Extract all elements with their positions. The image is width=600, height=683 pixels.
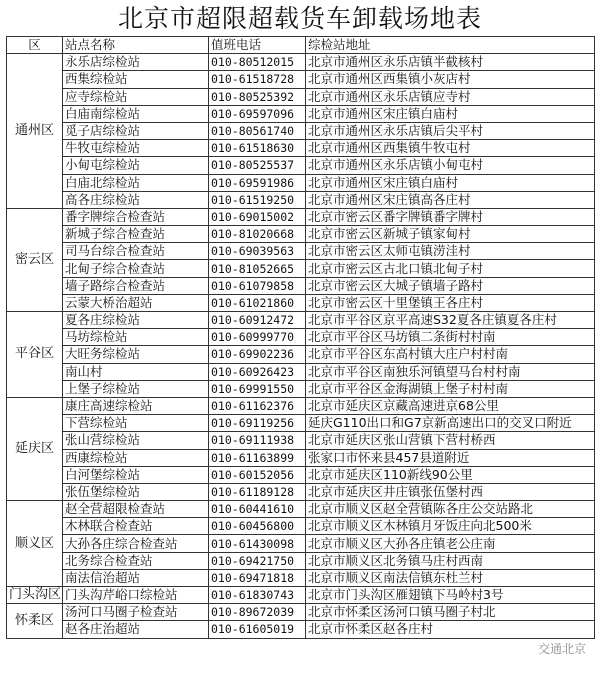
table-row [7,621,595,638]
table-row [7,54,595,71]
phone-cell: 010-69421750 [209,552,306,569]
district-cell: 门头沟区 [7,587,63,604]
phone-cell: 010-69039563 [209,243,306,260]
station-table [6,36,595,639]
phone-cell: 010-80561740 [209,122,306,139]
table-row [7,174,595,191]
address-cell: 北京市怀柔区赵各庄村 [306,621,595,638]
address-cell: 北京市密云区太师屯镇涝洼村 [306,243,595,260]
station-name-cell: 康庄高速综检站 [63,397,209,414]
table-row [7,294,595,311]
table-body [7,54,595,638]
table-header-row [7,37,595,54]
address-cell: 北京市顺义区北务镇马庄村西南 [306,552,595,569]
district-cell: 密云区 [7,208,63,311]
address-cell: 北京市通州区西集镇牛牧屯村 [306,140,595,157]
station-name-cell: 门头沟芹峪口综检站 [63,587,209,604]
station-name-cell: 上堡子综检站 [63,380,209,397]
header-phone: 值班电话 [209,37,306,54]
table-row [7,518,595,535]
station-name-cell: 张山营综检站 [63,432,209,449]
address-cell: 北京市怀柔区汤河口镇马圈子村北 [306,604,595,621]
phone-cell: 010-60456800 [209,518,306,535]
phone-cell: 010-60441610 [209,501,306,518]
page-title: 北京市超限超载货车卸载场地表 [117,4,482,33]
station-name-cell: 白庙南综检站 [63,105,209,122]
station-name-cell: 北甸子综合检查站 [63,260,209,277]
phone-cell: 010-69591986 [209,174,306,191]
phone-cell: 010-69119256 [209,415,306,432]
header-district: 区 [7,37,63,54]
phone-cell: 010-69902236 [209,346,306,363]
station-name-cell: 高各庄综检站 [63,191,209,208]
table-row [7,569,595,586]
phone-cell: 010-81052665 [209,260,306,277]
watermark: 交通北京 [537,642,586,656]
address-cell: 北京市通州区永乐店镇半截核村 [306,54,595,71]
table-row [7,552,595,569]
address-cell: 北京市通州区永乐店镇应寺村 [306,88,595,105]
station-name-cell: 南山村 [63,363,209,380]
station-name-cell: 白庙北综检站 [63,174,209,191]
station-name-cell: 张伍堡综检站 [63,483,209,500]
address-cell: 延庆G110出口和G7京新高速出口的交叉口附近 [306,415,595,432]
table-row [7,380,595,397]
address-cell: 北京市通州区永乐店镇小甸屯村 [306,157,595,174]
phone-cell: 010-61189128 [209,483,306,500]
station-name-cell: 西康综检站 [63,449,209,466]
phone-cell: 010-61830743 [209,587,306,604]
table-row [7,363,595,380]
phone-cell: 010-80512015 [209,54,306,71]
station-name-cell: 白河堡综检站 [63,466,209,483]
address-cell: 北京市延庆区井庄镇张伍堡村西 [306,483,595,500]
table-row [7,587,595,604]
phone-cell: 010-69597096 [209,105,306,122]
station-name-cell: 应寺综检站 [63,88,209,105]
address-cell: 北京市通州区宋庄镇白庙村 [306,174,595,191]
phone-cell: 010-61519250 [209,191,306,208]
table-row [7,105,595,122]
phone-cell: 010-80525392 [209,88,306,105]
table-row [7,140,595,157]
phone-cell: 010-61518728 [209,71,306,88]
address-cell: 北京市延庆区京藏高速进京68公里 [306,397,595,414]
phone-cell: 010-60912472 [209,312,306,329]
address-cell: 北京市顺义区大孙各庄镇老公庄南 [306,535,595,552]
address-cell: 北京市平谷区东高村镇大庄户村村南 [306,346,595,363]
header-address: 综检站地址 [306,37,595,54]
station-name-cell: 西集综检站 [63,71,209,88]
table-row [7,88,595,105]
address-cell: 北京市平谷区南独乐河镇望马台村村南 [306,363,595,380]
station-name-cell: 大旺务综检站 [63,346,209,363]
table-row [7,449,595,466]
table-row [7,191,595,208]
phone-cell: 010-61430098 [209,535,306,552]
station-name-cell: 大孙各庄综合检查站 [63,535,209,552]
address-cell: 北京市延庆区张山营镇下营村桥西 [306,432,595,449]
table-row [7,397,595,414]
phone-cell: 010-69111938 [209,432,306,449]
address-cell: 北京市通州区宋庄镇白庙村 [306,105,595,122]
phone-cell: 010-60926423 [209,363,306,380]
address-cell: 北京市门头沟区雁翅镇下马岭村3号 [306,587,595,604]
address-cell: 北京市密云区古北口镇北甸子村 [306,260,595,277]
table-row [7,415,595,432]
table-row [7,346,595,363]
address-cell: 北京市顺义区南法信镇东杜兰村 [306,569,595,586]
address-cell: 北京市顺义区木林镇月牙饭庄向北500米 [306,518,595,535]
address-cell: 北京市平谷区京平高速S32夏各庄镇夏各庄村 [306,312,595,329]
address-cell: 北京市密云区新城子镇家甸村 [306,226,595,243]
table-row [7,243,595,260]
table-row [7,157,595,174]
phone-cell: 010-89672039 [209,604,306,621]
address-cell: 北京市通州区宋庄镇高各庄村 [306,191,595,208]
table-row [7,501,595,518]
address-cell: 北京市平谷区金海湖镇上堡子村村南 [306,380,595,397]
station-name-cell: 北务综合检查站 [63,552,209,569]
station-name-cell: 汤河口马圈子检查站 [63,604,209,621]
table-row [7,71,595,88]
phone-cell: 010-69471818 [209,569,306,586]
address-cell: 张家口市怀来县457县道附近 [306,449,595,466]
table-row [7,277,595,294]
station-name-cell: 夏各庄综检站 [63,312,209,329]
table-row [7,432,595,449]
phone-cell: 010-60152056 [209,466,306,483]
station-name-cell: 觅子店综检站 [63,122,209,139]
table-row [7,483,595,500]
district-cell: 怀柔区 [7,604,63,638]
district-cell: 平谷区 [7,312,63,398]
district-cell: 延庆区 [7,397,63,500]
phone-cell: 010-60999770 [209,329,306,346]
table-row [7,260,595,277]
district-cell: 通州区 [7,54,63,209]
station-name-cell: 墙子路综合检查站 [63,277,209,294]
phone-cell: 010-61518630 [209,140,306,157]
table-row [7,466,595,483]
address-cell: 北京市顺义区赵全营镇陈各庄公交站路北 [306,501,595,518]
phone-cell: 010-61021860 [209,294,306,311]
station-name-cell: 番字牌综合检查站 [63,208,209,225]
station-name-cell: 木林联合检查站 [63,518,209,535]
station-name-cell: 司马台综合检查站 [63,243,209,260]
station-name-cell: 南法信治超站 [63,569,209,586]
table-row [7,312,595,329]
address-cell: 北京市平谷区马坊镇二条街村村南 [306,329,595,346]
table-row [7,226,595,243]
address-cell: 北京市密云区大城子镇墙子路村 [306,277,595,294]
address-cell: 北京市密云区十里堡镇王各庄村 [306,294,595,311]
station-name-cell: 小甸屯综检站 [63,157,209,174]
address-cell: 北京市延庆区110新线90公里 [306,466,595,483]
phone-cell: 010-81020668 [209,226,306,243]
station-name-cell: 牛牧屯综检站 [63,140,209,157]
district-cell: 顺义区 [7,501,63,587]
phone-cell: 010-61162376 [209,397,306,414]
station-name-cell: 新城子综合检查站 [63,226,209,243]
station-name-cell: 马坊综检站 [63,329,209,346]
address-cell: 北京市通州区西集镇小灰店村 [306,71,595,88]
station-name-cell: 云蒙大桥治超站 [63,294,209,311]
station-name-cell: 永乐店综检站 [63,54,209,71]
phone-cell: 010-69015002 [209,208,306,225]
table-row [7,208,595,225]
table-row [7,122,595,139]
phone-cell: 010-61079858 [209,277,306,294]
station-name-cell: 下营综检站 [63,415,209,432]
table-row [7,329,595,346]
station-name-cell: 赵各庄治超站 [63,621,209,638]
table-row [7,604,595,621]
station-name-cell: 赵全营超限检查站 [63,501,209,518]
phone-cell: 010-80525537 [209,157,306,174]
address-cell: 北京市密云区番字牌镇番字牌村 [306,208,595,225]
phone-cell: 010-61605019 [209,621,306,638]
address-cell: 北京市通州区永乐店镇后尖平村 [306,122,595,139]
phone-cell: 010-61163899 [209,449,306,466]
phone-cell: 010-69991550 [209,380,306,397]
table-row [7,535,595,552]
header-station-name: 站点名称 [63,37,209,54]
